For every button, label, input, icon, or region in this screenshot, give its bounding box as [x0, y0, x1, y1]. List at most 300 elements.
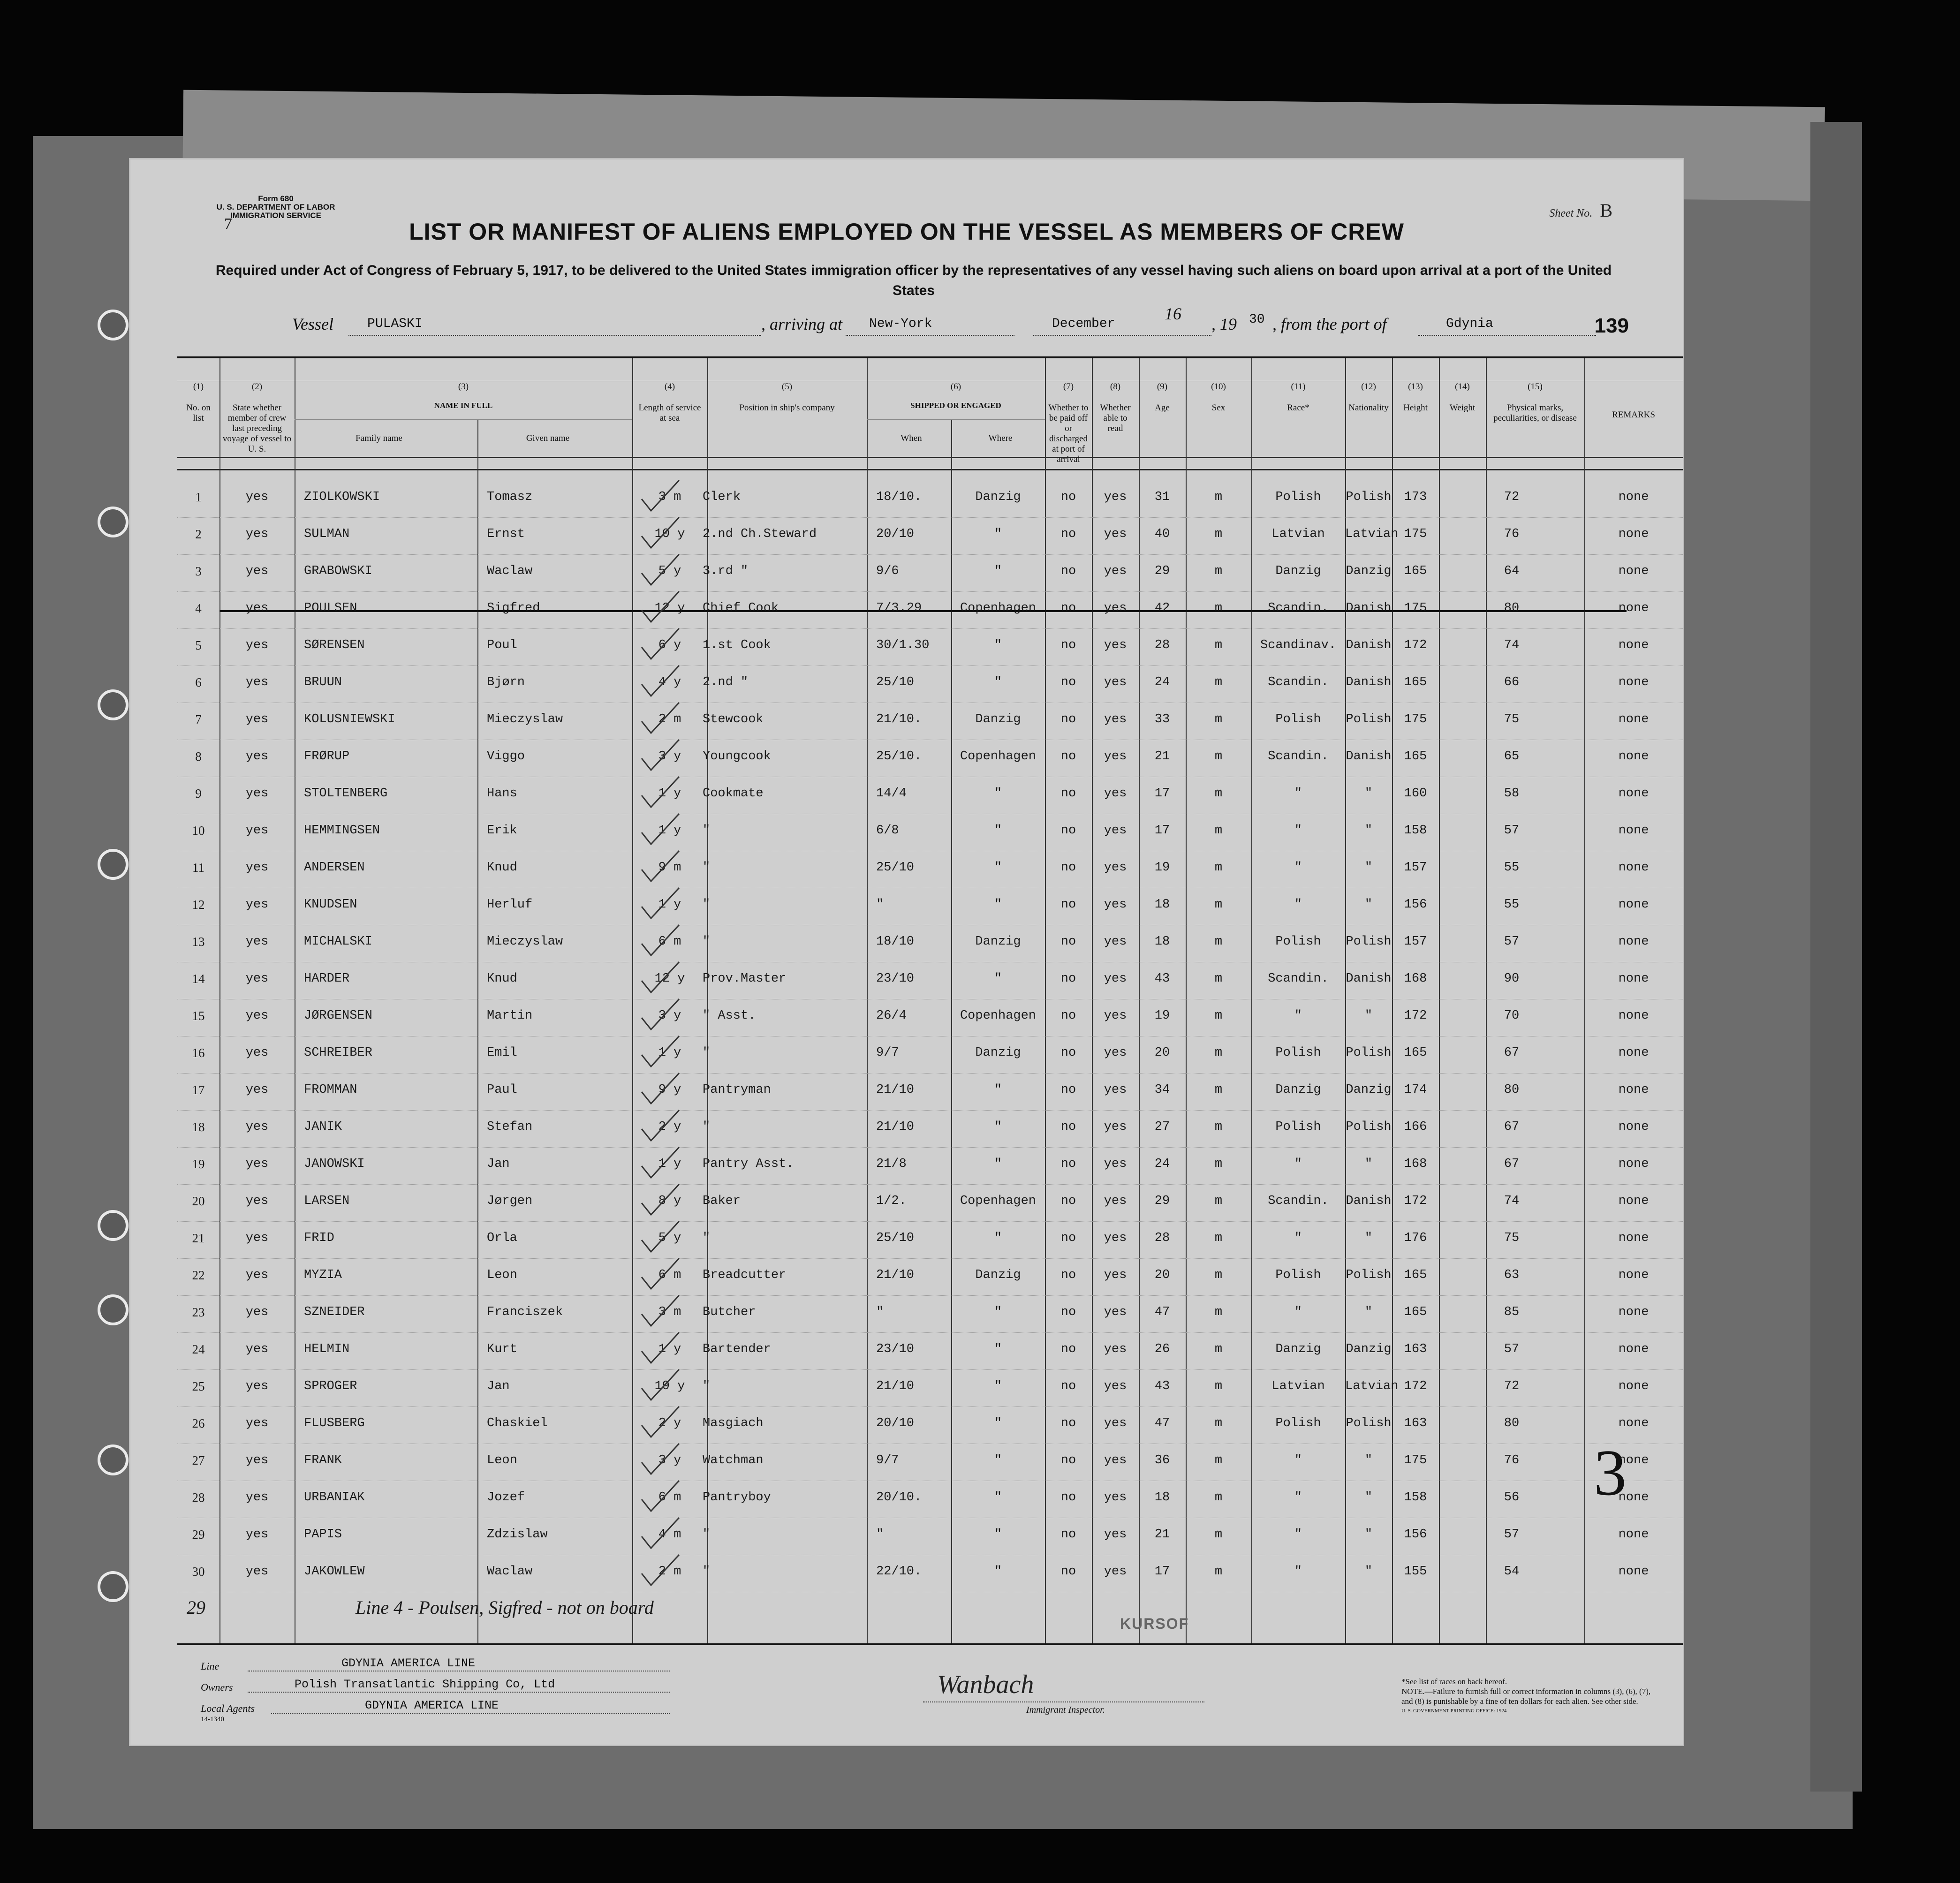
cell-read: yes	[1104, 712, 1127, 726]
footnote-races: *See list of races on back hereof.	[1401, 1677, 1507, 1686]
cell-no: 19	[192, 1157, 205, 1171]
cell-no: 20	[192, 1194, 205, 1208]
cell-position: "	[703, 1120, 711, 1134]
cell-prev: yes	[245, 527, 269, 541]
cell-age: 31	[1154, 490, 1170, 504]
cell-prev: yes	[245, 1342, 269, 1356]
cell-when: 9/6	[876, 564, 899, 578]
cell-paid: no	[1060, 861, 1076, 875]
cell-no: 3	[195, 564, 202, 578]
cell-race: "	[1294, 1231, 1302, 1245]
cell-read: yes	[1104, 1120, 1127, 1134]
cell-when: 18/10	[876, 935, 915, 949]
cell-age: 26	[1154, 1342, 1170, 1356]
cell-where: "	[994, 675, 1002, 689]
cell-height: 172	[1404, 1194, 1427, 1208]
cell-nat: Latvian	[1345, 527, 1399, 541]
cell-race: "	[1294, 1305, 1302, 1319]
cell-read: yes	[1104, 638, 1127, 652]
cell-no: 1	[195, 490, 202, 504]
cell-when: "	[876, 1528, 884, 1542]
cell-height: 172	[1404, 1379, 1427, 1393]
cell-read: yes	[1104, 1157, 1127, 1171]
cell-read: yes	[1104, 1083, 1127, 1097]
cell-position: " Asst.	[703, 1009, 756, 1023]
cell-age: 17	[1154, 786, 1170, 801]
cell-family: JANIK	[304, 1120, 342, 1134]
cell-prev: yes	[245, 564, 269, 578]
cell-race: "	[1294, 1157, 1302, 1171]
check-mark-icon	[642, 480, 679, 511]
cell-age: 28	[1154, 1231, 1170, 1245]
cell-age: 27	[1154, 1120, 1170, 1134]
cell-position: "	[703, 1528, 711, 1542]
column-number: (14)	[1455, 382, 1470, 392]
cell-prev: yes	[245, 1416, 269, 1430]
cell-nat: Polish	[1346, 490, 1392, 504]
cell-weight: 72	[1504, 490, 1520, 504]
cell-when: 18/10.	[876, 490, 922, 504]
column-header: No. on list	[186, 403, 211, 423]
agents-name: GDYNIA AMERICA LINE	[365, 1699, 499, 1712]
cell-nat: Danish	[1346, 749, 1392, 764]
form-number: Form 680	[258, 194, 294, 203]
cell-where: Danzig	[975, 1268, 1021, 1282]
manifest-page	[130, 159, 1683, 1745]
cell-age: 33	[1154, 712, 1170, 726]
inspector-label: Immigrant Inspector.	[1026, 1705, 1105, 1715]
cell-nat: Latvian	[1345, 1379, 1399, 1393]
cell-nat: "	[1364, 1231, 1373, 1245]
cell-where: "	[994, 1342, 1002, 1356]
cell-marks: none	[1618, 1194, 1649, 1208]
cell-service: 3 y	[658, 749, 681, 764]
cell-family: HARDER	[304, 972, 350, 986]
cell-when: "	[876, 898, 884, 912]
column-number: (8)	[1110, 382, 1121, 392]
cell-service: 1 y	[658, 1157, 681, 1171]
cell-where: "	[994, 527, 1002, 541]
cell-where: "	[994, 1565, 1002, 1579]
cell-paid: no	[1060, 898, 1076, 912]
cell-when: 22/10.	[876, 1565, 922, 1579]
cell-height: 168	[1404, 972, 1427, 986]
cell-race: Danzig	[1275, 1083, 1321, 1097]
cell-read: yes	[1104, 601, 1127, 615]
sheet-label: Sheet No.	[1549, 207, 1593, 219]
cell-sex: m	[1214, 972, 1223, 986]
cell-given: Bjørn	[487, 675, 525, 689]
cell-when: 7/3.29	[876, 601, 922, 615]
column-header: SHIPPED OR ENGAGED	[910, 401, 1001, 410]
cell-paid: no	[1060, 1565, 1076, 1579]
cell-sex: m	[1214, 935, 1223, 949]
cell-no: 8	[195, 749, 202, 764]
cell-sex: m	[1214, 527, 1223, 541]
check-mark-icon	[642, 999, 679, 1029]
cell-read: yes	[1104, 972, 1127, 986]
cell-marks: none	[1618, 861, 1649, 875]
cell-marks: none	[1618, 712, 1649, 726]
cell-where: Danzig	[975, 712, 1021, 726]
cell-no: 4	[195, 601, 202, 615]
cell-position: Watchman	[703, 1453, 764, 1467]
cell-height: 158	[1404, 1490, 1427, 1505]
check-mark-icon	[642, 1221, 679, 1252]
cell-no: 12	[192, 898, 205, 912]
cell-marks: none	[1618, 527, 1649, 541]
cell-nat: "	[1364, 1305, 1373, 1319]
cell-paid: no	[1060, 1157, 1076, 1171]
cell-sex: m	[1214, 749, 1223, 764]
cell-family: KNUDSEN	[304, 898, 357, 912]
cell-no: 25	[192, 1379, 205, 1393]
cell-nat: Polish	[1346, 712, 1392, 726]
check-mark-icon	[642, 962, 679, 992]
cell-age: 42	[1154, 601, 1170, 615]
cell-family: JAKOWLEW	[304, 1565, 365, 1579]
cell-where: "	[994, 1528, 1002, 1542]
cell-prev: yes	[245, 1194, 269, 1208]
cell-weight: 76	[1504, 1453, 1520, 1467]
cell-weight: 63	[1504, 1268, 1520, 1282]
column-subheader: Where	[988, 433, 1013, 443]
cell-service: 10 y	[654, 527, 685, 541]
year-suffix: 30	[1249, 312, 1265, 327]
cell-weight: 57	[1504, 935, 1520, 949]
cell-position: 1.st Cook	[703, 638, 771, 652]
cell-nat: Polish	[1346, 1120, 1392, 1134]
line-label: Line	[201, 1660, 219, 1672]
cell-prev: yes	[245, 675, 269, 689]
check-mark-icon	[642, 888, 679, 918]
cell-weight: 75	[1504, 712, 1520, 726]
cell-read: yes	[1104, 1565, 1127, 1579]
column-number: (9)	[1157, 382, 1168, 392]
cell-prev: yes	[245, 786, 269, 801]
cell-position: "	[703, 935, 711, 949]
crew-count: 29	[187, 1597, 205, 1618]
cell-sex: m	[1214, 1268, 1223, 1282]
cell-given: Waclaw	[487, 564, 533, 578]
cell-prev: yes	[245, 1046, 269, 1060]
cell-nat: "	[1364, 1528, 1373, 1542]
cell-no: 9	[195, 786, 202, 801]
cell-height: 174	[1404, 1083, 1427, 1097]
cell-service: 6 m	[658, 1268, 681, 1282]
cell-no: 23	[192, 1305, 205, 1319]
column-number: (12)	[1361, 382, 1376, 392]
cell-prev: yes	[245, 638, 269, 652]
cell-when: 23/10	[876, 1342, 915, 1356]
handwritten-ref: 7	[224, 215, 232, 233]
arriving-label: , arriving at	[761, 315, 843, 333]
cell-paid: no	[1060, 527, 1076, 541]
cell-given: Poul	[487, 638, 517, 652]
cell-race: Polish	[1275, 490, 1321, 504]
cell-nat: "	[1364, 861, 1373, 875]
cell-age: 47	[1154, 1416, 1170, 1430]
cell-no: 26	[192, 1416, 205, 1430]
cell-read: yes	[1104, 898, 1127, 912]
cell-paid: no	[1060, 564, 1076, 578]
cell-nat: Polish	[1346, 1046, 1392, 1060]
cell-paid: no	[1060, 1046, 1076, 1060]
cell-service: 6 m	[658, 1490, 681, 1505]
punch-hole-icon	[98, 507, 129, 537]
cell-read: yes	[1104, 1305, 1127, 1319]
column-number: (3)	[458, 382, 469, 392]
cell-position: Stewcook	[703, 712, 764, 726]
cell-service: 1 y	[658, 824, 681, 838]
cell-race: Danzig	[1275, 1342, 1321, 1356]
cell-no: 30	[192, 1565, 205, 1579]
check-mark-icon	[642, 1444, 679, 1474]
cell-family: SZNEIDER	[304, 1305, 365, 1319]
cell-height: 172	[1404, 638, 1427, 652]
cell-nat: "	[1364, 786, 1373, 801]
cell-service: 2 y	[658, 1416, 681, 1430]
cell-sex: m	[1214, 1342, 1223, 1356]
cell-weight: 57	[1504, 1528, 1520, 1542]
cell-service: 1 y	[658, 786, 681, 801]
cell-race: "	[1294, 1490, 1302, 1505]
cell-prev: yes	[245, 1305, 269, 1319]
cell-no: 28	[192, 1490, 205, 1505]
check-mark-icon	[642, 665, 679, 696]
cell-age: 21	[1154, 749, 1170, 764]
cell-nat: "	[1364, 898, 1373, 912]
cell-family: HEMMINGSEN	[304, 824, 380, 838]
cell-given: Mieczyslaw	[487, 712, 563, 726]
cell-race: "	[1294, 861, 1302, 875]
check-mark-icon	[642, 1407, 679, 1437]
cell-prev: yes	[245, 1083, 269, 1097]
cell-family: JANOWSKI	[304, 1157, 365, 1171]
cell-marks: none	[1618, 1231, 1649, 1245]
cell-paid: no	[1060, 1453, 1076, 1467]
cell-marks: none	[1618, 675, 1649, 689]
cell-sex: m	[1214, 638, 1223, 652]
cell-height: 160	[1404, 786, 1427, 801]
cell-given: Jan	[487, 1379, 510, 1393]
check-mark-icon	[642, 1518, 679, 1548]
cell-age: 24	[1154, 1157, 1170, 1171]
cell-height: 166	[1404, 1120, 1427, 1134]
cell-race: Polish	[1275, 712, 1321, 726]
cell-height: 157	[1404, 935, 1427, 949]
cell-height: 175	[1404, 1453, 1427, 1467]
cell-service: 8 y	[658, 1194, 681, 1208]
cell-position: "	[703, 1046, 711, 1060]
cell-marks: none	[1618, 1083, 1649, 1097]
cell-when: 21/10	[876, 1379, 915, 1393]
cell-where: "	[994, 1305, 1002, 1319]
cell-given: Erik	[487, 824, 517, 838]
cell-no: 10	[192, 824, 205, 838]
sheet-value: B	[1600, 200, 1612, 221]
column-header: Whether to be paid off or discharged at port of arrival	[1048, 403, 1089, 464]
footnote-penalty: NOTE.—Failure to furnish full or correct information in columns (3), (6), (7), and (8) is punishable by a fine of ten dollars for each alien. See other side.	[1401, 1687, 1651, 1706]
cell-nat: Danish	[1346, 1194, 1392, 1208]
cell-where: "	[994, 1231, 1002, 1245]
cell-race: Scandin.	[1268, 749, 1329, 764]
cell-age: 19	[1154, 1009, 1170, 1023]
cell-race: Danzig	[1275, 564, 1321, 578]
cell-marks: none	[1618, 1305, 1649, 1319]
cell-read: yes	[1104, 824, 1127, 838]
cell-read: yes	[1104, 1268, 1127, 1282]
column-header: Weight	[1449, 403, 1476, 413]
cell-paid: no	[1060, 1416, 1076, 1430]
cell-sex: m	[1214, 1194, 1223, 1208]
cell-height: 165	[1404, 1046, 1427, 1060]
cell-position: Chief Cook	[703, 601, 779, 615]
cell-age: 29	[1154, 1194, 1170, 1208]
cell-prev: yes	[245, 1009, 269, 1023]
cell-marks: none	[1618, 898, 1649, 912]
cell-sex: m	[1214, 1083, 1223, 1097]
cell-marks: none	[1618, 490, 1649, 504]
cell-paid: no	[1060, 675, 1076, 689]
cell-where: "	[994, 972, 1002, 986]
cell-race: "	[1294, 1453, 1302, 1467]
cell-given: Stefan	[487, 1120, 533, 1134]
cell-where: Danzig	[975, 490, 1021, 504]
cell-read: yes	[1104, 1231, 1127, 1245]
column-header: Length of service at sea	[638, 403, 701, 423]
cell-given: Franciszek	[487, 1305, 563, 1319]
cell-where: Copenhagen	[960, 1194, 1037, 1208]
cell-read: yes	[1104, 749, 1127, 764]
cell-height: 172	[1404, 1009, 1427, 1023]
cell-position: Pantryman	[703, 1083, 771, 1097]
cell-weight: 67	[1504, 1046, 1520, 1060]
cell-prev: yes	[245, 824, 269, 838]
cell-paid: no	[1060, 786, 1076, 801]
cell-race: "	[1294, 786, 1302, 801]
cell-no: 21	[192, 1231, 205, 1245]
cell-given: Leon	[487, 1268, 517, 1282]
cell-weight: 80	[1504, 1083, 1520, 1097]
from-label: , from the port of	[1272, 315, 1387, 333]
arrival-port: New-York	[869, 317, 932, 331]
cell-service: 9 m	[658, 861, 681, 875]
cell-weight: 72	[1504, 1379, 1520, 1393]
column-number: (15)	[1528, 382, 1543, 392]
cell-prev: yes	[245, 1490, 269, 1505]
cell-race: "	[1294, 1565, 1302, 1579]
cell-no: 13	[192, 935, 205, 949]
cell-no: 15	[192, 1009, 205, 1023]
cell-marks: none	[1618, 564, 1649, 578]
form-footer	[201, 1656, 1655, 1735]
cell-given: Waclaw	[487, 1565, 533, 1579]
cell-where: "	[994, 1157, 1002, 1171]
cell-where: Danzig	[975, 935, 1021, 949]
cell-position: Cookmate	[703, 786, 764, 801]
cell-weight: 57	[1504, 1342, 1520, 1356]
cell-given: Herluf	[487, 898, 533, 912]
cell-sex: m	[1214, 786, 1223, 801]
cell-service: 2 m	[658, 712, 681, 726]
punch-hole-icon	[98, 1210, 129, 1241]
cell-marks: none	[1618, 1416, 1649, 1430]
cell-where: Danzig	[975, 1046, 1021, 1060]
cell-family: BRUUN	[304, 675, 342, 689]
cell-weight: 76	[1504, 527, 1520, 541]
cell-height: 165	[1404, 1268, 1427, 1282]
cell-read: yes	[1104, 1009, 1127, 1023]
column-header: REMARKS	[1612, 410, 1655, 420]
cell-read: yes	[1104, 564, 1127, 578]
cell-where: "	[994, 1490, 1002, 1505]
cell-prev: yes	[245, 861, 269, 875]
cell-given: Mieczyslaw	[487, 935, 563, 949]
cell-sex: m	[1214, 1490, 1223, 1505]
cell-paid: no	[1060, 1490, 1076, 1505]
cell-no: 2	[195, 527, 202, 541]
cell-position: "	[703, 1231, 711, 1245]
cell-no: 29	[192, 1528, 205, 1542]
cell-position: 2.nd Ch.Steward	[703, 527, 817, 541]
cell-height: 175	[1404, 527, 1427, 541]
cell-prev: yes	[245, 712, 269, 726]
cell-family: JØRGENSEN	[304, 1009, 372, 1023]
cell-family: SØRENSEN	[304, 638, 365, 652]
cell-no: 6	[195, 675, 202, 689]
check-mark-icon	[642, 1184, 679, 1215]
cell-height: 165	[1404, 675, 1427, 689]
cell-sex: m	[1214, 1046, 1223, 1060]
cell-family: SCHREIBER	[304, 1046, 372, 1060]
column-header: Physical marks, peculiarities, or disease	[1493, 403, 1577, 423]
cell-height: 158	[1404, 824, 1427, 838]
cell-family: FROMMAN	[304, 1083, 357, 1097]
cell-when: 21/8	[876, 1157, 907, 1171]
cell-given: Ernst	[487, 527, 525, 541]
check-mark-icon	[642, 740, 679, 770]
cell-service: 4 y	[658, 675, 681, 689]
cell-height: 173	[1404, 490, 1427, 504]
cell-marks: none	[1618, 638, 1649, 652]
cell-family: FRØRUP	[304, 749, 350, 764]
cell-where: "	[994, 861, 1002, 875]
punch-hole-icon	[98, 1444, 129, 1475]
cell-height: 155	[1404, 1565, 1427, 1579]
cell-when: 25/10.	[876, 749, 922, 764]
check-mark-icon	[642, 517, 679, 548]
cell-service: 3 m	[658, 1305, 681, 1319]
cell-when: 21/10.	[876, 712, 922, 726]
cell-position: Prov.Master	[703, 972, 787, 986]
cell-family: HELMIN	[304, 1342, 350, 1356]
cell-paid: no	[1060, 601, 1076, 615]
cell-where: "	[994, 898, 1002, 912]
column-number: (6)	[950, 382, 961, 392]
cell-marks: none	[1618, 1565, 1649, 1579]
cell-height: 168	[1404, 1157, 1427, 1171]
cell-given: Hans	[487, 786, 517, 801]
cell-race: Scandinav.	[1260, 638, 1337, 652]
cell-read: yes	[1104, 1453, 1127, 1467]
cell-given: Zdzislaw	[487, 1528, 548, 1542]
cell-service: 1 y	[658, 1342, 681, 1356]
cell-prev: yes	[245, 1565, 269, 1579]
cell-height: 156	[1404, 898, 1427, 912]
cell-where: "	[994, 1379, 1002, 1393]
cell-given: Jan	[487, 1157, 510, 1171]
